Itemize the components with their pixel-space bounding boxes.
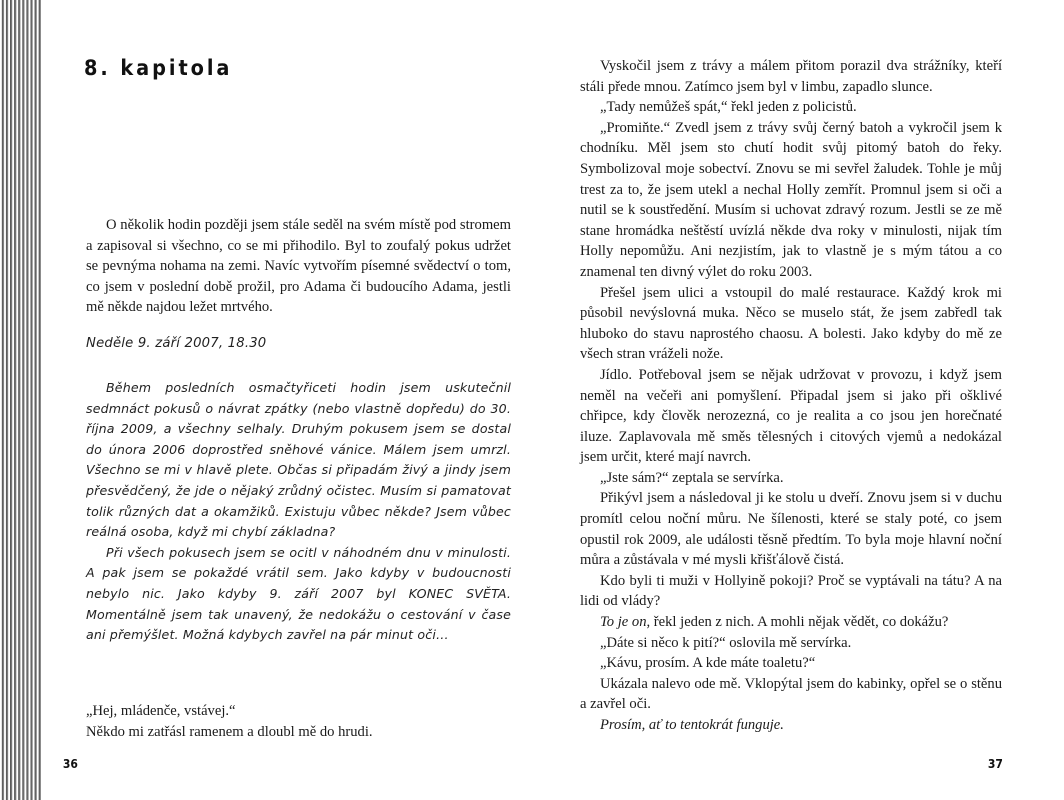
paragraph: Kdo byli ti muži v Hollyině pokoji? Proč se vyptávali na tátu? A na lidi od vlády? (580, 572, 1002, 610)
paragraph: Někdo mi zatřásl ramenem a dloubl mě do hrudi. (86, 723, 373, 740)
paragraph: To je on, řekl jeden z nich. A mohli nějak vědět, co dokážu? (600, 614, 949, 631)
paragraph (580, 715, 1002, 736)
paragraph: Jídlo. Potřeboval jsem se nějak udržovat v provozu, i když jsem neměl na večeři ani pomyšlení. Připadal jsem si jako při ošklivé chřipce, kdy člověk nerozezná, co je realita a co jsou jen horečnaté iluze. Zaplavovala mě směs tělesných i citových vjemů a nedokázal jsem určit, které mají navrch. (580, 366, 1002, 466)
diary-paragraph: Při všech pokusech jsem se ocitl v náhodném dnu v minulosti. A pak jsem se pokaždé vrátil sem. Jako kdyby v budoucnosti nebylo nic. Jako kdyby 9. září 2007 byl KONEC SVĚTA. Momentálně jsem tak unavený, že nedokážu o cestování v čase ani přemýšlet. Možná kdybych zavřel na pár minut oči… (86, 544, 511, 643)
paragraph: „Jste sám?“ zeptala se servírka. (600, 469, 784, 486)
paragraph: „Promiňte.“ Zvedl jsem z trávy svůj černý batoh a vykročil jsem k chodníku. Měl jsem sto chutí hodit svůj pitomý batoh do řeky. Symbolizoval moje sobectví. Znovu se mi sevřel žaludek. Tohle je můj trest za to, že jsem utekl a nechal Holly zemřít. Promnul jsem si oči a nutil se k soustředění. Musím si uchovat zdravý rozum. Jestli se ze mě stane hromádka neštěstí uvízlá někde dva roky v minulosti, nijak tím Holly nepomůžu. Ani nezjistím, jak to vlastně je s mým tátou a co znamenal ten divný výlet do roku 2003. (580, 119, 1002, 280)
paragraph: „Hej, mládenče, vstávej.“ (86, 703, 236, 719)
paragraph: „Tady nemůžeš spát,“ řekl jeden z policistů. (600, 99, 857, 116)
diary-paragraph: Během posledních osmačtyřiceti hodin jsem uskutečnil sedmnáct pokusů o návrat zpátky (nebo vlastně dopředu) do 30. října 2009, a všechny selhaly. Druhým pokusem jsem se dostal do února 2006 doprostřed sněhové vánice. Málem jsem umrzl. Všechno se mi v hlavě plete. Občas si připadám živý a jindy jsem přesvědčený, že jde o nějaký zrůdný očistec. Musím si pamatovat tolik různých dat a okamžiků. Existuju vůbec někde? Jsem vůbec reálná osoba, když mi chybí základna? (86, 380, 511, 540)
paragraph: Přikývl jsem a následoval ji ke stolu u dveří. Znovu jsem si v duchu promítl celou noční můru. Ne šílenosti, které se staly poté, co jsem opustil rok 2009, ale události těsně předtím. To byla moje hlavní noční můra a zůstávala v mé mysli křišťálově čistá. (580, 490, 1002, 569)
italic-lead: Prosím, ať to tentokrát funguje. (600, 717, 784, 733)
paragraph: Ukázala nalevo ode mě. Vklopýtal jsem do kabinky, opřel se o stěnu a zavřel oči. (580, 675, 1002, 713)
page-number-right: 37 (987, 757, 1003, 771)
intro-text (86, 215, 511, 318)
outro-text (86, 701, 511, 742)
diary-date: Neděle 9. září 2007, 18.30 (86, 336, 267, 351)
italic-lead: To je on (600, 614, 647, 631)
page-number-left: 36 (62, 757, 78, 771)
paragraph: „Kávu, prosím. A kde máte toaletu?“ (600, 655, 816, 672)
paragraph: „Dáte si něco k pití?“ oslovila mě servírka. (600, 634, 852, 651)
right-page-text (580, 56, 1002, 736)
paragraph: Přešel jsem ulici a vstoupil do malé restaurace. Každý krok mi působil nevýslovná muka. Něco se muselo stát, že jsem zabředl tak hluboko do stavu naprostého chaosu. A bolesti. Jako kdyby do mě ze všech stran vráželi nože. (580, 284, 1002, 363)
paragraph: O několik hodin později jsem stále seděl na svém místě pod stromem a zapisoval si všechno, co se mi přihodilo. Byl to zoufalý pokus udržet se pevnýma nohama na zemi. Navíc vytvořím písemné svědectví o tom, co jsem v poslední době prožil, pro Adama či budoucího Adama, jestli mě někde najdou ležet mrtvého. (86, 217, 511, 316)
left-page (42, 0, 532, 800)
chapter-title: 8. kapitola (84, 56, 233, 80)
diary-entry (86, 378, 511, 646)
book-spine-stripes (0, 0, 42, 800)
paragraph: Vyskočil jsem z trávy a málem přitom porazil dva strážníky, kteří stáli přede mnou. Zatímco jsem byl v limbu, zapadlo slunce. (580, 58, 1002, 95)
right-page (532, 0, 1064, 800)
